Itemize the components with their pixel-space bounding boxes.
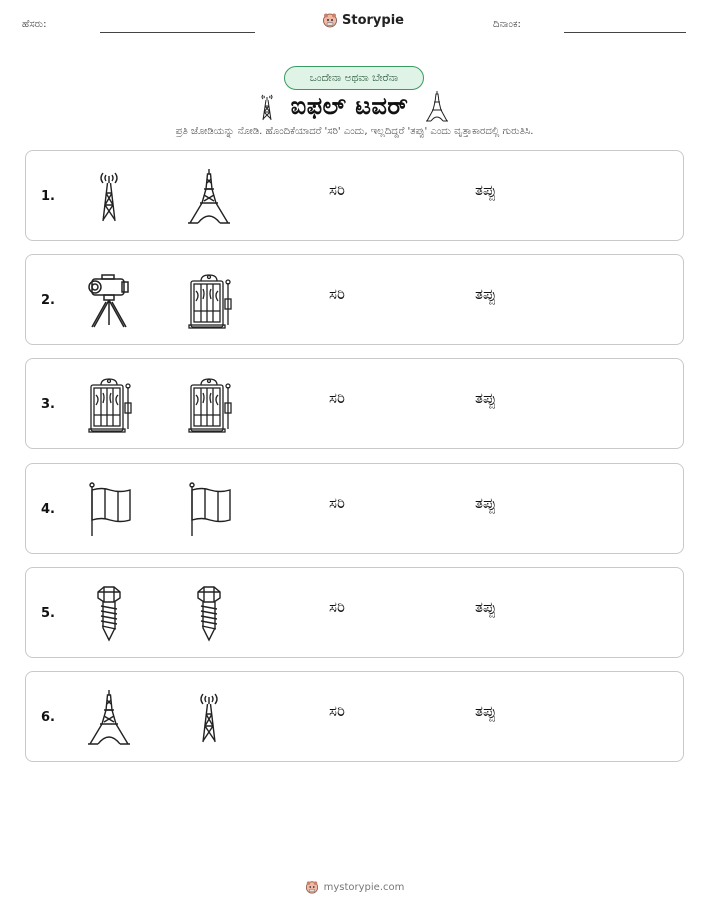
question-card [25, 463, 684, 554]
option-wrong[interactable]: ತಪ್ಪು [475, 493, 497, 512]
screw-icon [82, 584, 136, 642]
name-line[interactable] [100, 32, 255, 33]
option-wrong[interactable]: ತಪ್ಪು [475, 389, 497, 408]
title-row [0, 90, 709, 122]
question-card [25, 567, 684, 658]
question-card [25, 358, 684, 449]
question-number: 6. [41, 710, 55, 725]
brand-name: Storypie [342, 12, 404, 28]
question-number: 1. [41, 189, 55, 204]
option-wrong[interactable]: ತಪ್ಪು [475, 181, 497, 199]
option-wrong[interactable]: ತಪ್ಪು [475, 702, 497, 720]
flag-icon [82, 480, 136, 538]
flag-icon [182, 480, 236, 538]
question-number: 4. [41, 501, 55, 517]
storypie-mascot-icon [305, 880, 319, 894]
elevator-icon [82, 375, 136, 433]
radio-tower-icon [182, 688, 236, 746]
screw-icon [182, 584, 236, 642]
option-wrong[interactable]: ತಪ್ಪು [475, 597, 497, 616]
question-number: 2. [41, 293, 55, 309]
option-correct[interactable]: ಸರಿ [329, 702, 345, 720]
option-correct[interactable]: ಸರಿ [329, 493, 345, 512]
eiffel-tower-icon [82, 688, 136, 746]
storypie-mascot-icon [322, 12, 338, 28]
surveyor-tripod-icon [82, 271, 136, 329]
instructions: ಪ್ರತಿ ಜೋಡಿಯನ್ನು ನೋಡಿ. ಹೊಂದಿಕೆಯಾದರೆ 'ಸರಿ' ಎಂದು, ಇಲ್ಲದಿದ್ದರೆ 'ತಪ್ಪು' ಎಂದು ವೃತ್ತಾಕಾರದಲ್ಲಿ ಗುರುತಿಸಿ. [175, 126, 534, 137]
name-label: ಹೆಸರು: [22, 19, 47, 30]
brand-logo [322, 12, 404, 28]
eiffel-tower-icon [424, 90, 450, 122]
question-card [25, 150, 684, 241]
question-number: 5. [41, 605, 55, 621]
elevator-icon [182, 375, 236, 433]
elevator-icon [182, 271, 236, 329]
option-correct[interactable]: ಸರಿ [329, 181, 345, 199]
radio-tower-icon [259, 91, 275, 121]
footer [0, 880, 709, 894]
option-wrong[interactable]: ತಪ್ಪು [475, 285, 497, 304]
footer-site: mystorypie.com [323, 881, 405, 893]
date-label: ದಿನಾಂಕ: [493, 19, 521, 30]
question-card [25, 671, 684, 762]
question-card [25, 254, 684, 345]
worksheet-type-badge: ಒಂದೇನಾ ಅಥವಾ ಬೇರೆನಾ [284, 66, 424, 90]
date-line[interactable] [564, 32, 686, 33]
eiffel-tower-icon [182, 167, 236, 225]
option-correct[interactable]: ಸರಿ [329, 285, 345, 304]
option-correct[interactable]: ಸರಿ [329, 389, 345, 408]
option-correct[interactable]: ಸರಿ [329, 597, 345, 616]
page-title: ಐಫಲ್ ಟವರ್ [290, 92, 409, 120]
radio-tower-icon [82, 167, 136, 225]
question-number: 3. [41, 397, 55, 413]
